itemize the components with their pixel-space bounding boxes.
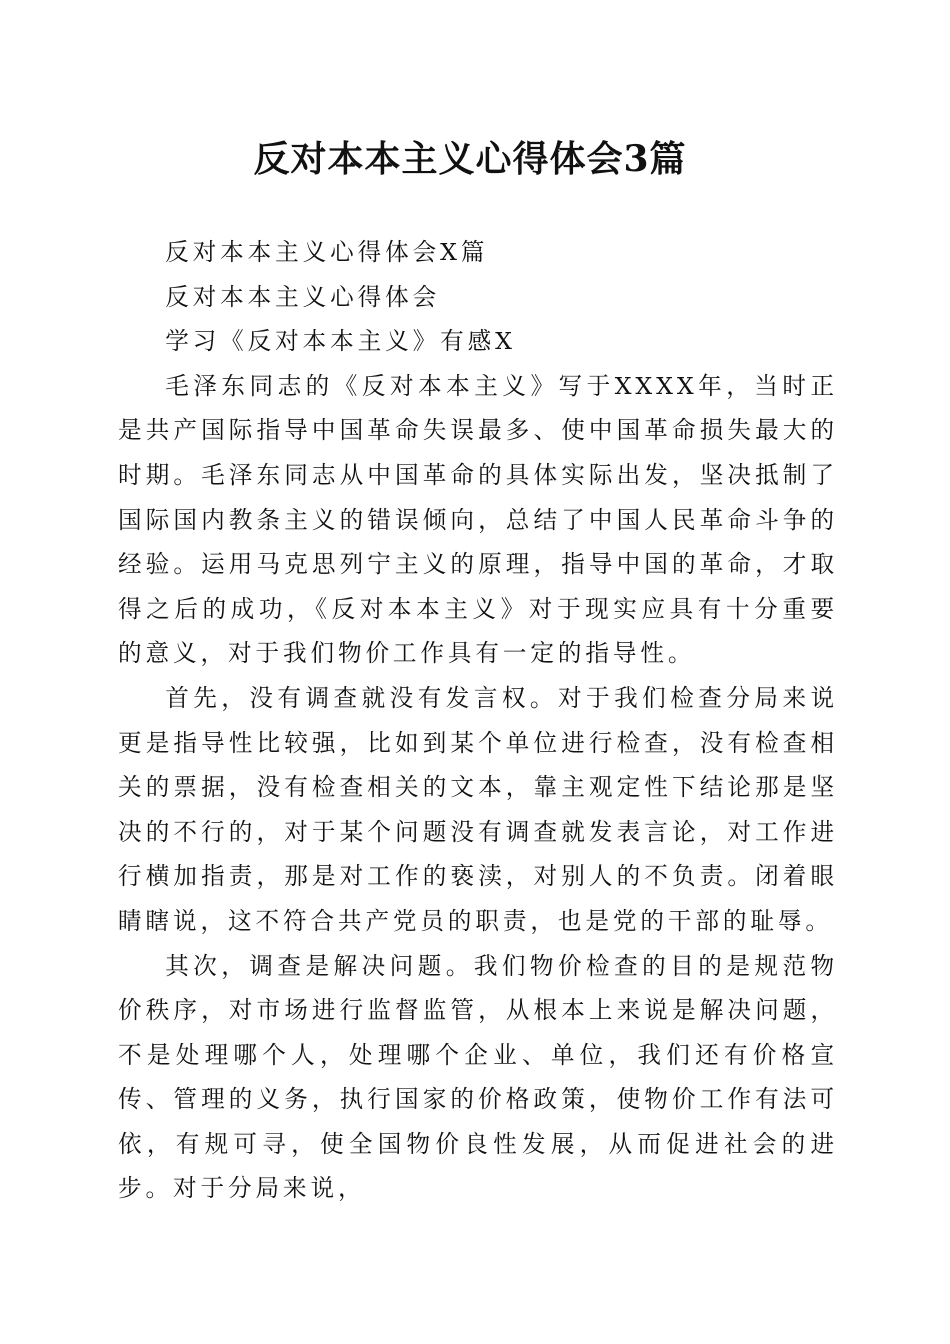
document-title: 反对本本主义心得体会3篇	[253, 138, 687, 180]
subtitle-line-2: 反对本本主义心得体会	[165, 282, 441, 311]
document-body	[118, 230, 838, 1211]
subtitle-line-1: 反对本本主义心得体会X篇	[165, 238, 489, 266]
paragraph-intro: 毛泽东同志的《反对本本主义》写于XXXX年，当时正是共产国际指导中国革命失误最多、使中国革命损失最大的时期。毛泽东同志从中国革命的具体实际出发，坚决抵制了国际国内教条主义的错误倾向，总结了中国人民革命斗争的经验。运用马克思列宁主义的原理，指导中国的革命，才取得之后的成功，《反对本本主义》对于现实应具有十分重要的意义，对于我们物价工作具有一定的指导性。	[118, 371, 838, 668]
paragraph-first: 首先，没有调查就没有发言权。对于我们检查分局来说更是指导性比较强，比如到某个单位进行检查，没有检查相关的票据，没有检查相关的文本，靠主观定性下结论那是坚决的不行的，对于某个问题没有调查就发表言论，对工作进行横加指责，那是对工作的亵渎，对别人的不负责。闭着眼睛瞎说，这不符合共产党员的职责，也是党的干部的耻辱。	[118, 683, 838, 935]
subtitle-line-3: 学习《反对本本主义》有感X	[165, 327, 516, 356]
paragraph-second: 其次，调查是解决问题。我们物价检查的目的是规范物价秩序，对市场进行监督监管，从根本上来说是解决问题，不是处理哪个人，处理哪个企业、单位，我们还有价格宣传、管理的义务，执行国家的价格政策，使物价工作有法可依，有规可寻，使全国物价良性发展，从而促进社会的进步。对于分局来说，	[118, 951, 838, 1203]
